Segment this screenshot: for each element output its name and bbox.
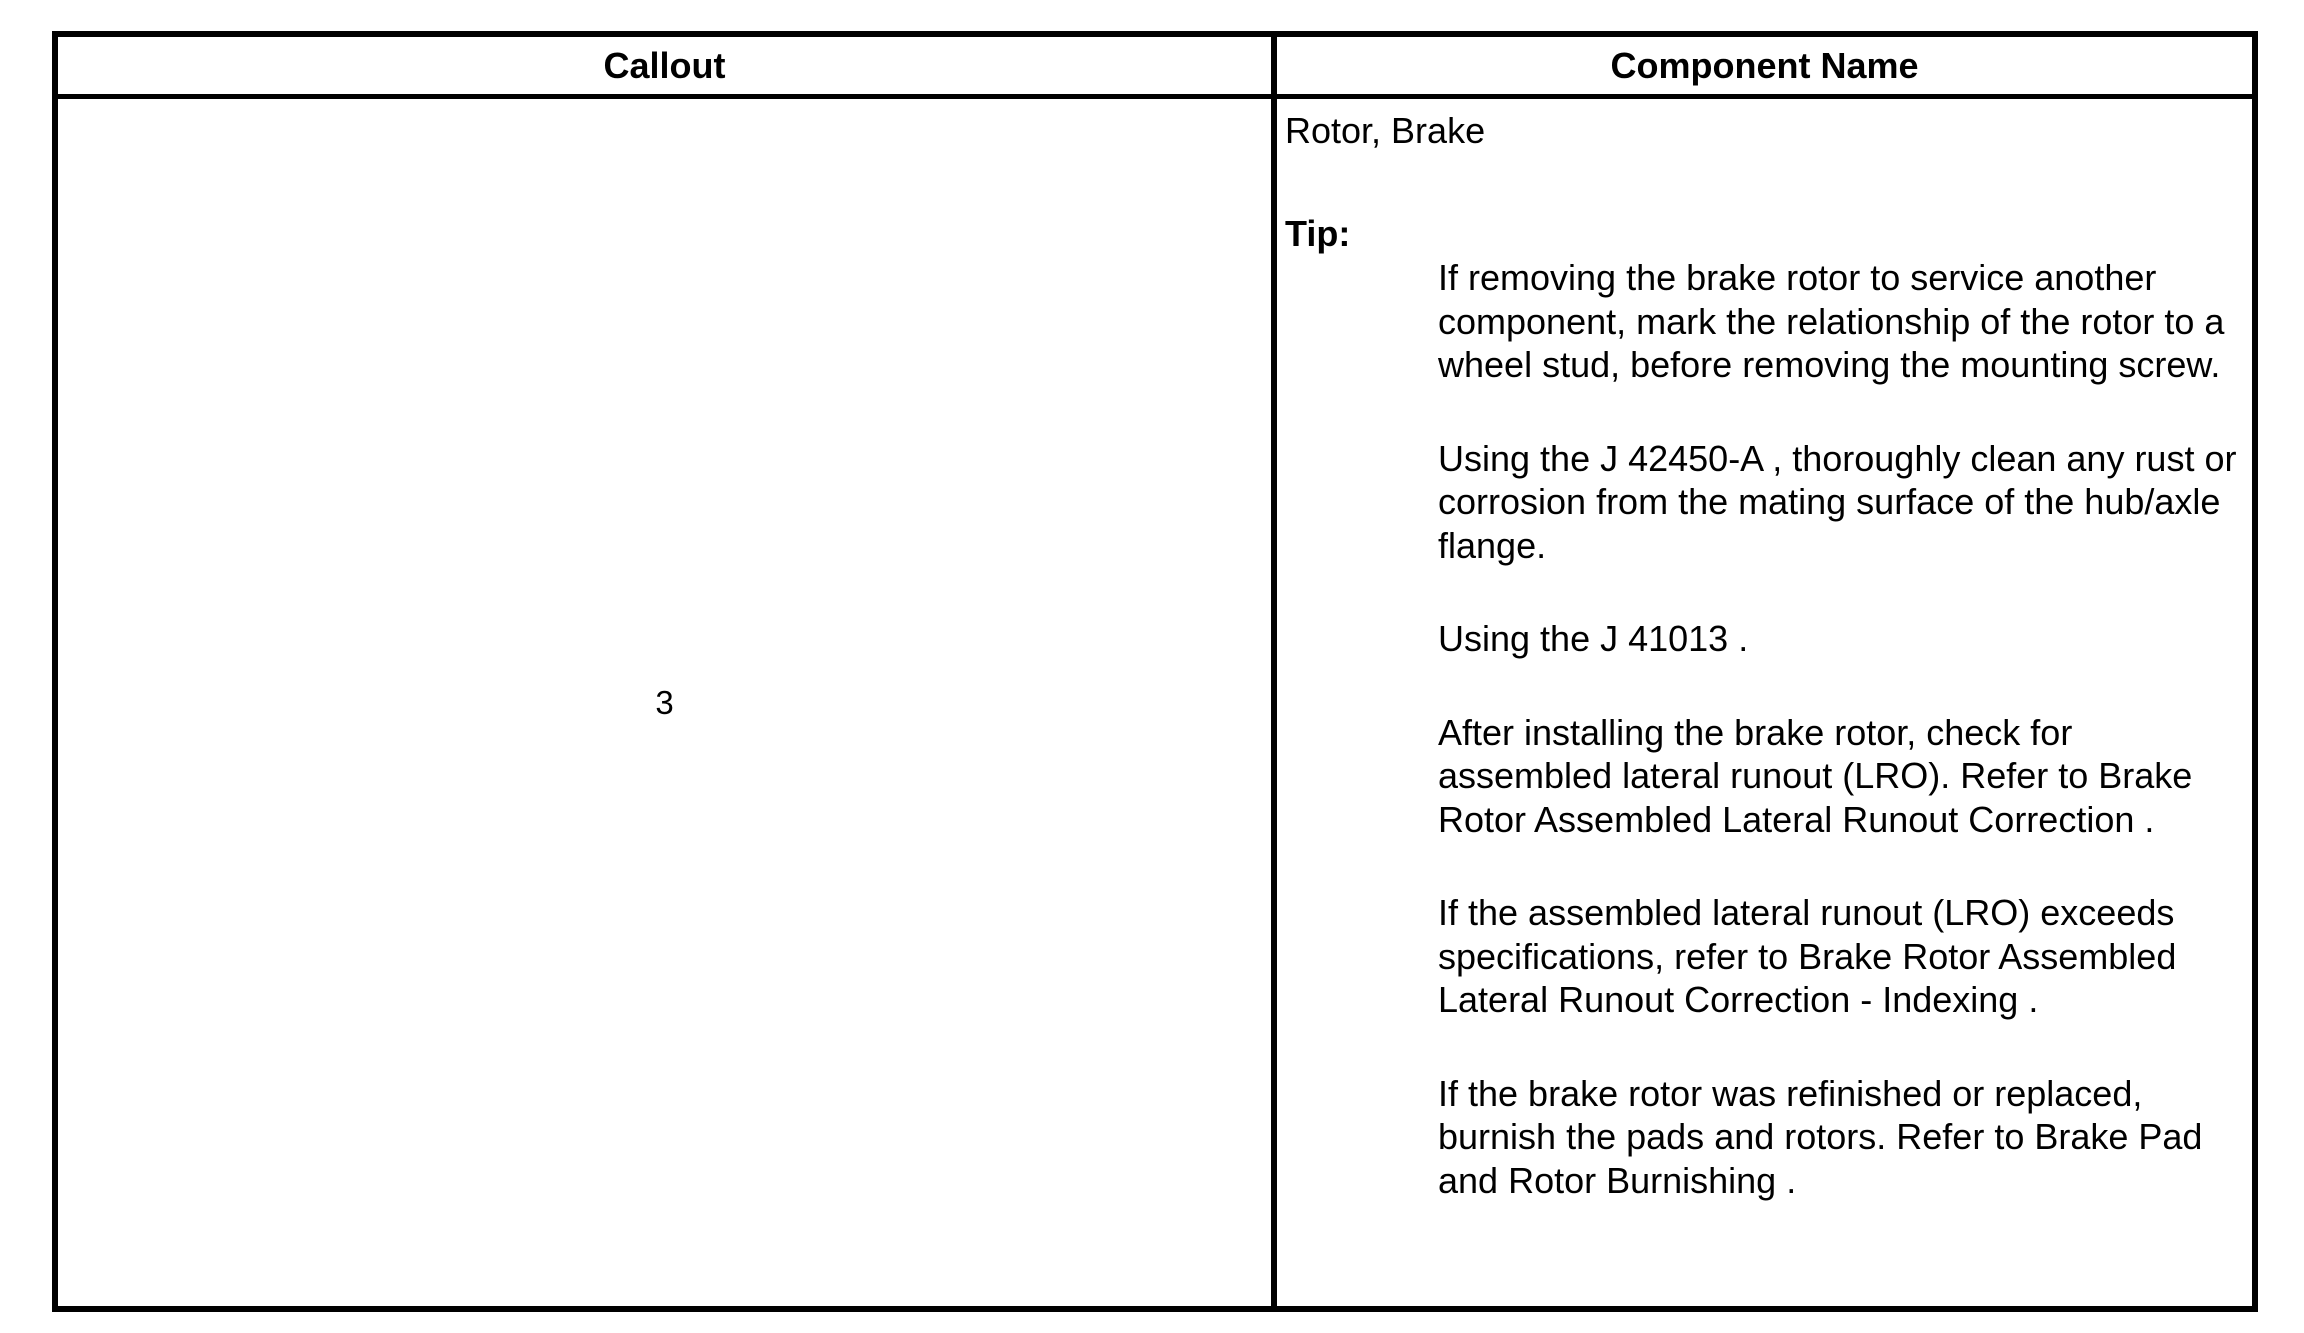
- column-divider: [1271, 37, 1277, 1306]
- tip-list: [1438, 256, 2245, 1202]
- tip-item: If removing the brake rotor to service another component, mark the relationship of the rotor to a wheel stud, before removing the mounting screw.: [1438, 257, 2225, 385]
- header-callout: Callout: [603, 44, 726, 86]
- callout-number: 3: [655, 683, 674, 721]
- header-component-name: Component Name: [1610, 44, 1919, 86]
- component-table: [52, 31, 2258, 1312]
- tip-label: Tip:: [1285, 212, 1351, 254]
- tip-item: Using the J 41013 .: [1438, 618, 1749, 659]
- tip-item: If the brake rotor was refinished or replaced, burnish the pads and rotors. Refer to Brake Pad and Rotor Burnishing .: [1438, 1072, 2203, 1201]
- component-name: Rotor, Brake: [1285, 110, 1486, 151]
- tip-item: After installing the brake rotor, check for assembled lateral runout (LRO). Refer to Brake Rotor Assembled Lateral Runout Correction .: [1438, 711, 2193, 840]
- tip-item: Using the J 42450-A , thoroughly clean any rust or corrosion from the mating surface of the hub/axle flange.: [1438, 437, 2237, 566]
- tip-item: If the assembled lateral runout (LRO) exceeds specifications, refer to Brake Rotor Assembled Lateral Runout Correction - Indexing .: [1438, 892, 2177, 1020]
- component-cell: [1285, 99, 2245, 1252]
